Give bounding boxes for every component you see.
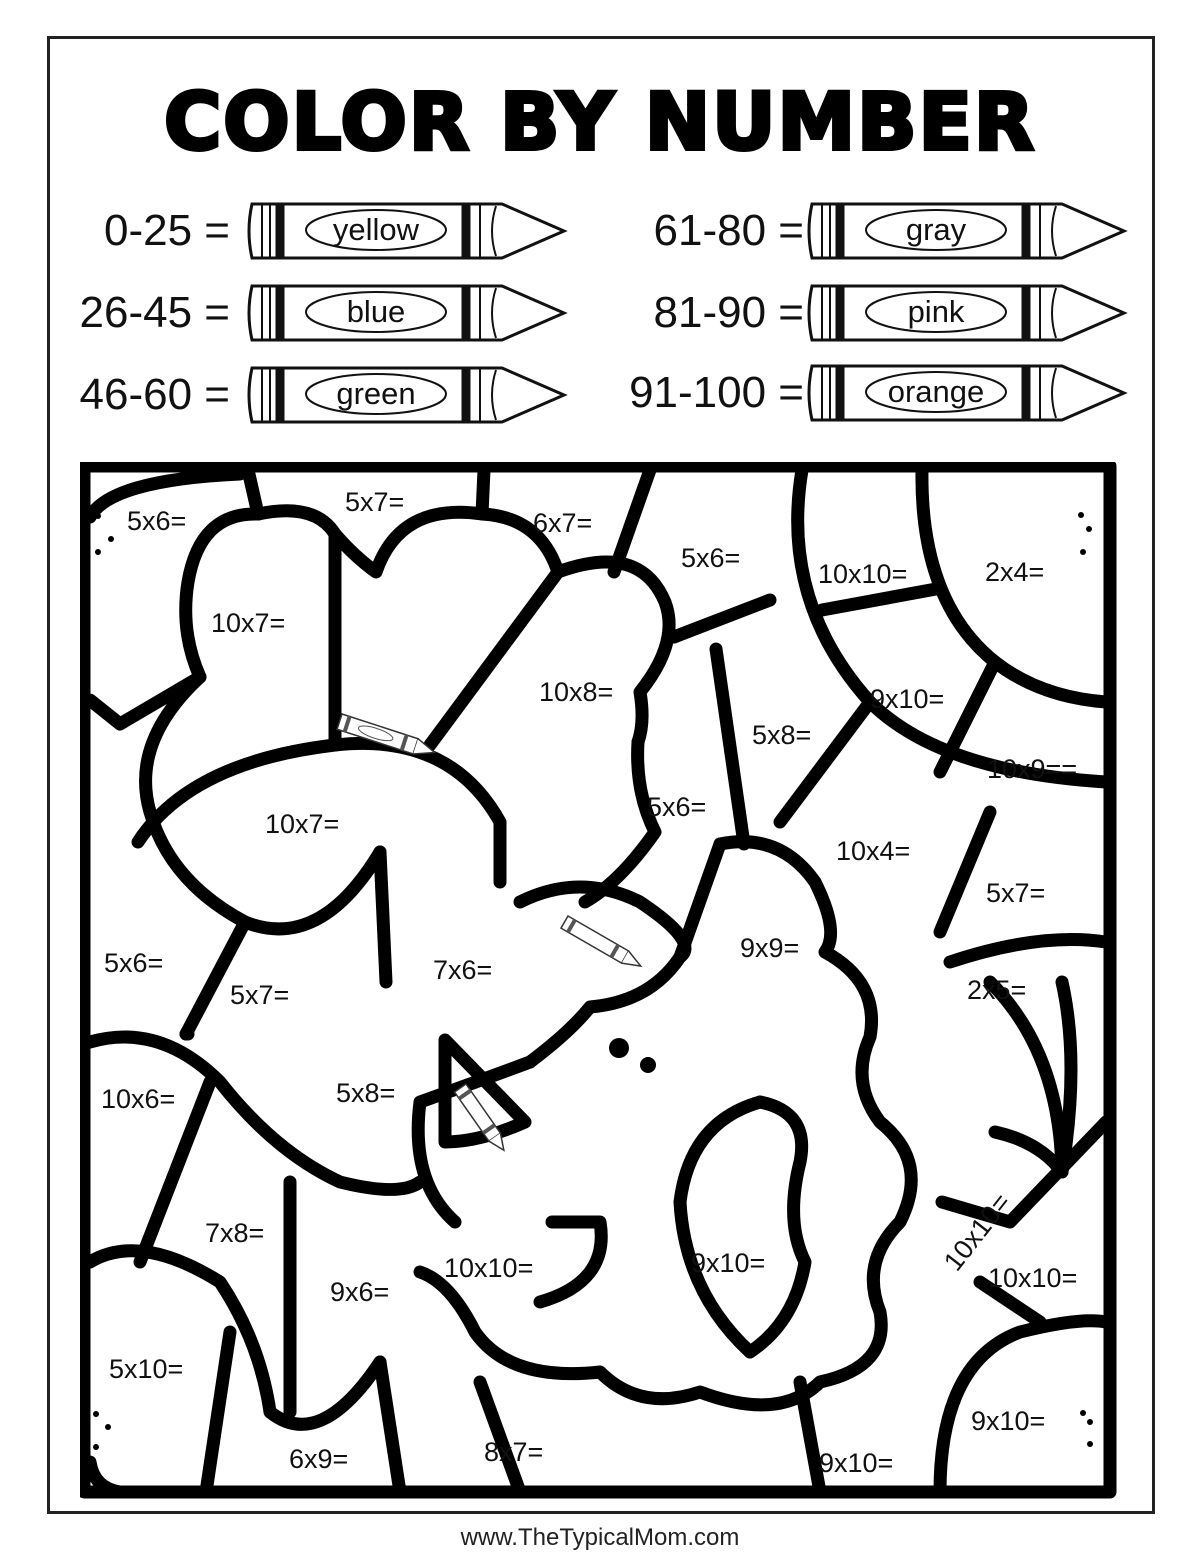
region-equation: 5x10=	[109, 1354, 184, 1384]
region-equation: 6x7=	[533, 508, 593, 538]
region-equation: 10x10=	[938, 1187, 1017, 1277]
small-crayon-icon	[337, 714, 437, 760]
region-equation: 9x6=	[330, 1277, 390, 1307]
region-equation: 10x9==	[987, 754, 1078, 784]
crayon-icon	[244, 280, 574, 346]
region-equation: 10x8=	[539, 677, 614, 707]
legend-range: 81-90 =	[653, 288, 804, 337]
region-equation: 10x7=	[265, 809, 340, 839]
small-crayon-icon	[561, 916, 644, 972]
region-equation: 5x6=	[647, 792, 707, 822]
legend-range: 46-60 =	[79, 370, 230, 419]
coloring-area	[80, 462, 1120, 1502]
legend-range: 0-25 =	[104, 206, 230, 255]
crayon-icon	[804, 198, 1134, 264]
legend-range: 26-45 =	[79, 288, 230, 337]
legend-row-pink	[600, 280, 1134, 346]
crayon-label: orange	[887, 374, 985, 409]
legend-row-yellow	[60, 198, 574, 264]
legend-range: 61-80 =	[653, 206, 804, 255]
region-equation: 10x7=	[211, 608, 286, 638]
region-equation: 9x10=	[691, 1248, 766, 1278]
region-equation: 5x6=	[104, 948, 164, 978]
region-equation: 10x10=	[988, 1263, 1078, 1293]
region-equation: 5x8=	[336, 1078, 396, 1108]
region-equation: 5x7=	[345, 487, 405, 517]
crayon-label: pink	[907, 294, 965, 329]
region-equation: 9x9=	[740, 933, 800, 963]
legend-range: 91-100 =	[629, 368, 804, 417]
crayon-icon	[804, 360, 1134, 426]
legend-row-orange	[600, 360, 1134, 426]
eye-icon	[609, 1038, 629, 1058]
legend-row-gray	[600, 198, 1134, 264]
region-equation: 5x7=	[230, 980, 290, 1010]
crayon-label: gray	[905, 212, 967, 247]
region-equation: 10x6=	[101, 1084, 176, 1114]
legend-row-blue	[60, 280, 574, 346]
crayon-label: green	[336, 376, 416, 411]
footer-url: www.TheTypicalMom.com	[460, 1524, 740, 1551]
region-equation: 2x4=	[985, 557, 1045, 587]
crayon-icon	[804, 280, 1134, 346]
region-equation: 5x6=	[681, 543, 741, 573]
crayon-icon	[244, 362, 574, 428]
region-equation: 7x6=	[433, 955, 493, 985]
region-equation: 7x8=	[205, 1218, 265, 1248]
region-equation: 9x10=	[971, 1406, 1046, 1436]
legend-row-green	[60, 362, 574, 428]
region-equation: 9x10=	[870, 684, 945, 714]
region-equation: 5x7=	[986, 878, 1046, 908]
region-equation: 9x10=	[819, 1448, 894, 1478]
region-equation: 8x7=	[484, 1437, 544, 1467]
worksheet-title: COLOR BY NUMBER	[164, 78, 1036, 168]
crayon-label: blue	[346, 294, 406, 329]
crayon-icon	[244, 198, 574, 264]
region-equation: 2x5=	[967, 975, 1027, 1005]
region-equation: 10x4=	[836, 836, 911, 866]
region-equation: 10x10=	[444, 1253, 534, 1283]
region-equation: 5x6=	[127, 506, 187, 536]
eye-icon	[640, 1057, 656, 1073]
region-equation: 6x9=	[289, 1444, 349, 1474]
region-equation: 5x8=	[752, 720, 812, 750]
crayon-label: yellow	[332, 212, 420, 247]
region-equation: 10x10=	[818, 559, 908, 589]
